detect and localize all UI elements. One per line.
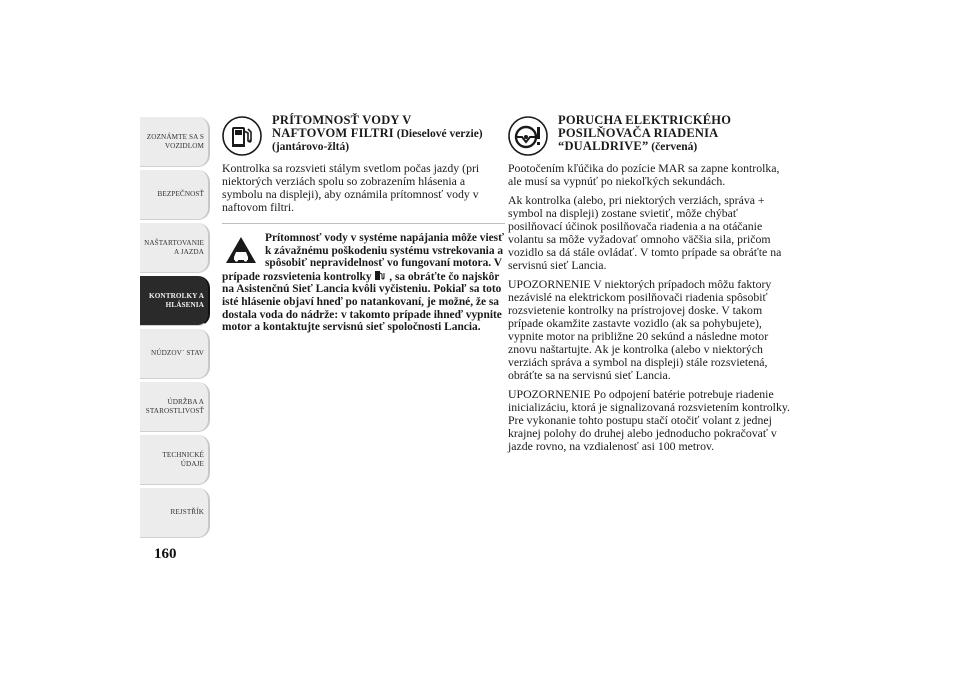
tab-kontrolky[interactable]: KONTROLKY A HLÁSENIA (140, 276, 210, 326)
paragraph: Pootočením kľúčika do pozície MAR sa zapne kontrolka, ale musí sa vypnúť po niekoľkých sekundách. (508, 161, 780, 188)
tab-nudzovy-stav[interactable]: NÚDZOV´ STAV (140, 329, 210, 379)
warning-triangle-car-icon (225, 235, 257, 265)
page-number: 160 (154, 546, 177, 562)
warning-note: Prítomnosť vody v systéme napájania môže viesť k závažnému poškodeniu systému vstrekovania a spôsobiť nepravidelnosť vo fungovaní motora. V prípade rozsvietenia kontrolky , sa obráťte čo najskôr na Asistenčnú Sieť Lancia kvôli vyčisteniu. Pokiaľ sa toto isté hlásenie objaví hneď po natankovaní, je možné, že sa dostala voda do nádrže: v takomto prípade ihneď vypnite motor a kontaktujte servisnú sieť spoločnosti Lancia. (222, 232, 505, 334)
divider (222, 223, 505, 224)
tab-zoznamte-sa[interactable]: ZOZNÁMTE SA S VOZIDLOM (140, 117, 210, 167)
section-body: Kontrolka sa rozsvieti stálym svetlom počas jazdy (pri niektorých verziách spolu so zobrazením hlásenia a symbolu na displeji), aby oznámila prítomnosť vody v naftovom filtri. (222, 161, 480, 214)
section-power-steering-fault (508, 112, 791, 453)
section-title: PORUCHA ELEKTRICKÉHO POSILŇOVAČA RIADENIA “DUALDRIVE” (červená) (558, 113, 732, 153)
tab-bezpecnost[interactable]: BEZPEČNOSŤ (140, 170, 210, 220)
paragraph: UPOZORNENIE Po odpojení batérie potrebuje riadenie inicializáciu, ktorá je signalizovaná rozsvietením kontrolky. Pre vykonanie tohto postupu stačí otočiť volant z jednej krajnej polohy do druhej alebo jednoducho pokračovať v jazde rovno, na vzdialenosť asi 100 metrov. (508, 387, 790, 453)
steering-fault-icon (508, 116, 548, 156)
paragraph: Ak kontrolka (alebo, pri niektorých verziách, správa + symbol na displeji) zostane svietiť, môže chýbať posilňovací účinok posilňovača riadenia a na otáčanie volantu sa môže vyžadovať omnoho väčšia sila, pričom vozidlo sa dá stále ovládať. V tomto prípade sa obráťte na servisnú sieť Lancia. (508, 193, 782, 272)
tab-udrzba[interactable]: ÚDRŽBA A STAROSTLIVOSŤ (140, 382, 210, 432)
tab-technicke-udaje[interactable]: TECHNICKÉ ÚDAJE (140, 435, 210, 485)
section-heading (508, 112, 791, 156)
section-heading (222, 112, 505, 156)
section-water-in-fuel-filter (222, 112, 505, 334)
fuel-filter-water-icon (222, 116, 262, 156)
paragraph: UPOZORNENIE V niektorých prípadoch môžu faktory nezávislé na elektrickom posilňovači riadenia spôsobiť rozsvietenie kontrolky na prístrojovej doske. V takom prípade okamžite zastavte vozidlo (ak sa pohybujete), vypnite motor na približne 20 sekúnd a následne motor znovu naštartujte. Ak je kontrolka (alebo v niektorých verziách správa a symbol na displeji) stále rozsvietená, obráťte sa na servisnú sieť Lancia. (508, 277, 772, 382)
tab-rejstrik[interactable]: REJSTŘÍK (140, 488, 210, 538)
tab-nastartovanie[interactable]: NAŠTARTOVANIE A JAZDA (140, 223, 210, 273)
fuel-filter-water-inline-icon (374, 270, 386, 281)
section-title: PRÍTOMNOSŤ VODY V NAFTOVOM FILTRI (Dieselové verzie) (jantárovo-žltá) (272, 113, 483, 153)
